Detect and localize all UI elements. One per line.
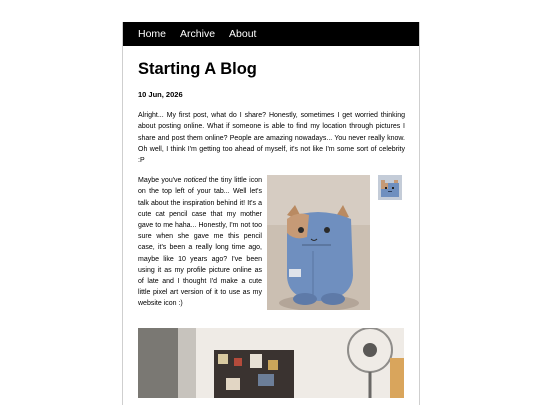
post-date: 10 Jun, 2026: [138, 90, 183, 100]
story-emphasis: noticed: [183, 177, 207, 185]
nav-archive-link[interactable]: Archive: [180, 28, 216, 40]
post-story-paragraph: [138, 175, 262, 309]
top-nav: [123, 22, 419, 46]
room-photo: [138, 328, 404, 398]
story-text-start: Maybe you've: [138, 177, 184, 185]
post-intro-paragraph: Alright... My first post, what do I share? Honestly, sometimes I get worried thinking about posting online. What if someone is able to find my location through pictures I share and post them online? People are amazing nowadays... You never really know. Oh well, I think I'm getting too ahead of myself, it's not like I'm some sort of celebrity :P: [138, 112, 405, 164]
cat-photo-illustration: [267, 175, 370, 310]
post-content: [123, 60, 419, 398]
pixel-cat-icon: [378, 175, 402, 200]
room-photo-illustration: [138, 328, 404, 398]
blog-page: [122, 22, 420, 405]
story-row: [138, 175, 405, 310]
nav-about-link[interactable]: About: [229, 28, 257, 40]
post-title: Starting A Blog: [138, 60, 257, 78]
pixel-cat-icon-art: [378, 175, 402, 200]
story-text-end: the tiny little icon on the top left of your tab... Well let's talk about the inspiration behind it! It's a cute cat pencil case that my mother gave to me haha... Honestly, I'm not too sure when she gave me this pencil case, it's been a really long time ago, maybe like 10 years ago? I've been using it as my profile picture online as of late and I thought I'd make a cute little pixel art version of it to use as my website icon :): [138, 177, 262, 308]
cat-pencil-case-photo: [267, 175, 370, 310]
nav-home-link[interactable]: Home: [138, 28, 167, 40]
